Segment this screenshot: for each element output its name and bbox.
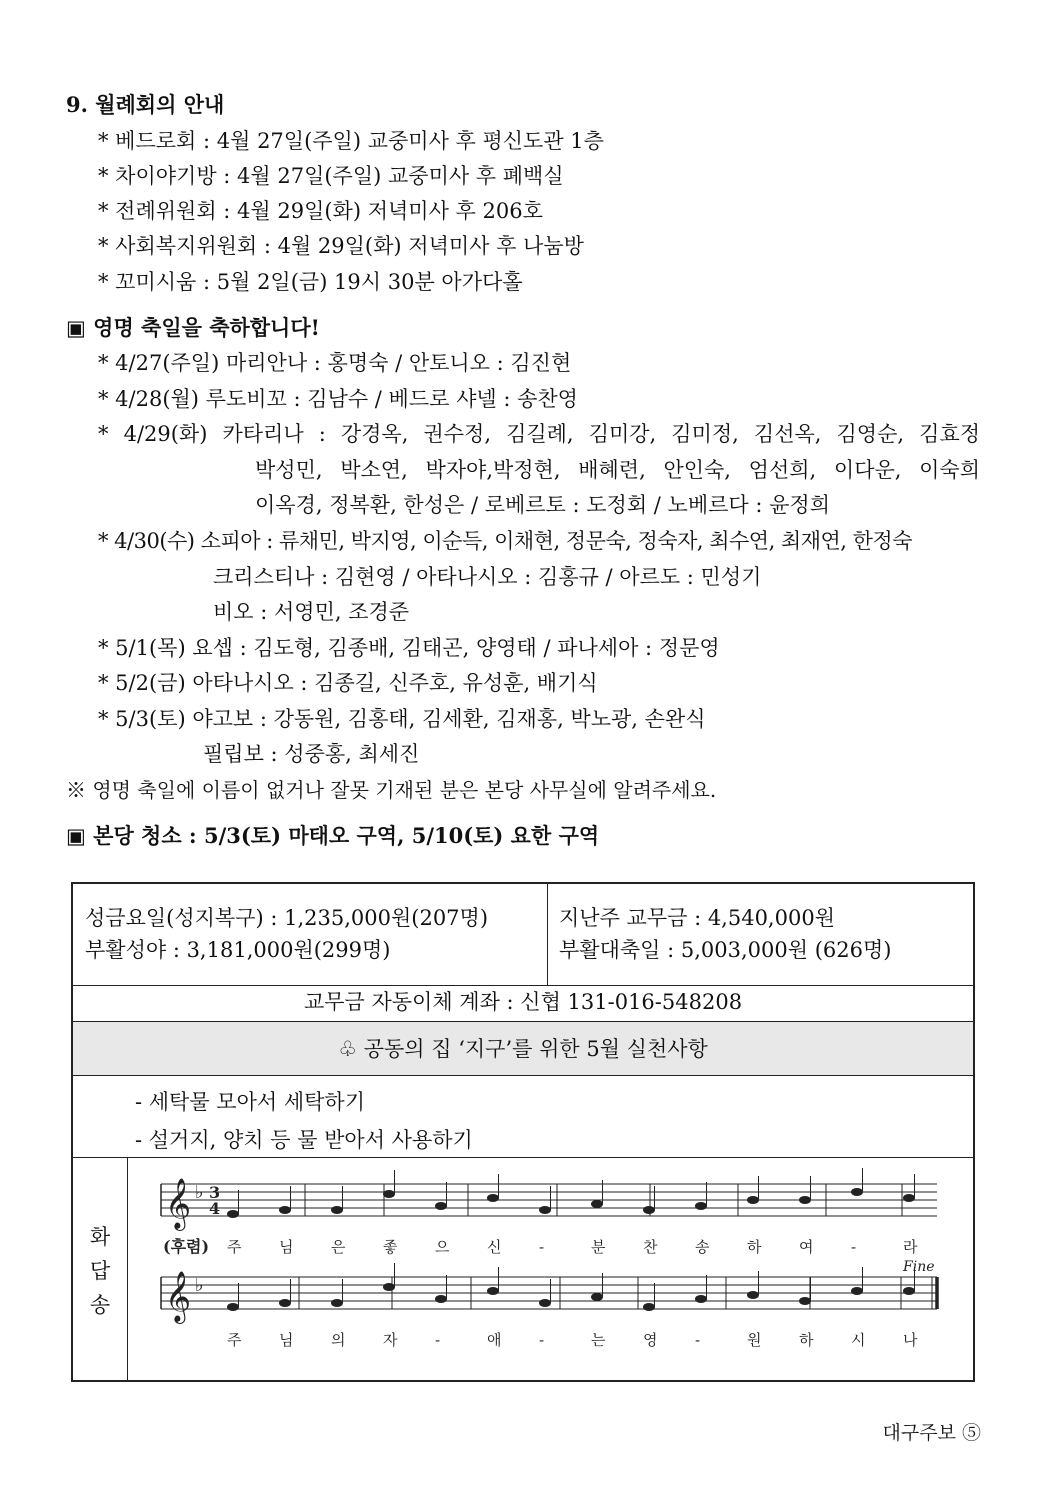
lyric-syllable: 의 — [331, 1331, 346, 1349]
collection-good-friday: 성금요일(성지복구) : 1,235,000원(207명) — [85, 906, 489, 930]
note-head — [487, 1287, 499, 1295]
note-head — [695, 1202, 707, 1210]
note-head — [903, 1287, 915, 1295]
note-head — [747, 1291, 759, 1299]
feast-line: 필립보 : 성중홍, 최세진 — [203, 742, 420, 766]
page-footer: 대구주보 ⑤ — [882, 1422, 981, 1444]
lyric-syllable: 주 — [227, 1331, 242, 1349]
note-head — [227, 1210, 239, 1218]
feast-line: 크리스티나 : 김현영 / 아타나시오 : 김홍규 / 아르도 : 민성기 — [213, 565, 762, 589]
note-head — [851, 1188, 863, 1196]
feast-note: ※ 영명 축일에 이름이 없거나 잘못 기재된 분은 본당 사무실에 알려주세요. — [66, 778, 717, 802]
feast-line: * 5/3(토) 야고보 : 강동원, 김홍태, 김세환, 김재홍, 박노광, 손완식 — [98, 707, 706, 731]
note-head — [695, 1295, 707, 1303]
meetings-title: 9. 월례회의 안내 — [66, 92, 225, 117]
note-head — [383, 1283, 395, 1291]
feast-line: * 4/30(수) 소피아 : 류채민, 박지영, 이순득, 이채현, 정문숙, 정숙자, 최수연, 최재연, 한정숙 — [98, 529, 912, 553]
note-head — [539, 1206, 551, 1214]
collection-easter-sunday: 부활대축일 : 5,003,000원 (626명) — [559, 938, 892, 962]
feast-line: 박성민, 박소연, 박자야,박정현, 배혜련, 안인숙, 엄선희, 이다운, 이숙희 — [255, 458, 980, 482]
note-head — [279, 1206, 291, 1214]
feast-line: * 4/27(주일) 마리안나 : 홍명숙 / 안토니오 : 김진현 — [98, 351, 572, 375]
lyric-syllable: 영 — [643, 1331, 658, 1349]
lyric-syllable: 분 — [591, 1238, 606, 1256]
lyric-syllable: 좋 — [383, 1238, 398, 1256]
lyric-syllable: 는 — [591, 1331, 606, 1349]
last-week-dues: 지난주 교무금 : 4,540,000원 — [559, 906, 835, 930]
lyric-syllable: 찬 — [643, 1238, 658, 1256]
key-flat: ♭ — [195, 1182, 204, 1203]
divider — [127, 1157, 128, 1382]
info-table — [71, 882, 975, 1382]
note-head — [279, 1299, 291, 1307]
note-head — [383, 1190, 395, 1198]
lyric-syllable: - — [435, 1331, 441, 1349]
lyric-syllable: 으 — [435, 1238, 450, 1256]
lyric-syllable: - — [851, 1238, 857, 1256]
lyric-syllable: 원 — [747, 1331, 762, 1349]
lyric-syllable: 님 — [279, 1238, 294, 1256]
lyric-syllable: 하 — [799, 1331, 814, 1349]
psalm-label: 화 답 송 — [89, 1225, 111, 1317]
practice-title: ♧ 공동의 집 ‘지구’를 위한 5월 실천사항 — [338, 1037, 708, 1061]
time-signature-bottom: 4 — [209, 1199, 221, 1218]
lyric-syllable: - — [695, 1331, 701, 1349]
feast-line: * 5/1(목) 요셉 : 김도형, 김종배, 김태곤, 양영태 / 파나세아 : 정문영 — [98, 636, 720, 660]
lyric-syllable: 라 — [903, 1238, 918, 1256]
feast-line: * 4/28(월) 루도비꼬 : 김남수 / 베드로 샤넬 : 송찬영 — [98, 387, 578, 411]
note-head — [331, 1299, 343, 1307]
lyric-syllable: 애 — [487, 1331, 502, 1349]
feast-title: ▣ 영명 축일을 축하합니다! — [66, 315, 320, 340]
divider — [73, 1075, 973, 1076]
note-head — [643, 1206, 655, 1214]
meeting-item: * 베드로회 : 4월 27일(주일) 교중미사 후 평신도관 1층 — [98, 129, 604, 153]
note-head — [747, 1196, 759, 1204]
auto-transfer-account: 교무금 자동이체 계좌 : 신협 131-016-548208 — [303, 990, 743, 1014]
lyric-syllable: 님 — [279, 1331, 294, 1349]
note-head — [435, 1202, 447, 1210]
note-head — [851, 1287, 863, 1295]
lyric-syllable: 주 — [227, 1238, 242, 1256]
divider — [547, 884, 548, 985]
divider — [73, 1157, 973, 1158]
lyric-syllable: 자 — [383, 1331, 398, 1349]
responsorial-psalm-score — [129, 1159, 975, 1381]
note-head — [591, 1293, 603, 1301]
note-head — [643, 1303, 655, 1311]
note-head — [227, 1303, 239, 1311]
meeting-item: * 꼬미시움 : 5월 2일(금) 19시 30분 아가다홀 — [98, 270, 523, 294]
note-head — [799, 1297, 811, 1305]
meeting-item: * 차이야기방 : 4월 27일(주일) 교중미사 후 폐백실 — [98, 164, 564, 188]
treble-clef: 𝄞 — [165, 1178, 192, 1229]
refrain-label: (후렴) — [163, 1237, 210, 1256]
fine-marking: Fine — [903, 1259, 935, 1275]
meeting-item: * 전례위원회 : 4월 29일(화) 저녁미사 후 206호 — [98, 199, 543, 223]
practice-item: - 세탁물 모아서 세탁하기 — [135, 1090, 365, 1114]
feast-line: * 4/29(화) 카타리나 : 강경옥, 권수정, 김길례, 김미강, 김미정, 김선옥, 김영순, 김효정 — [98, 422, 980, 446]
lyric-syllable: 여 — [799, 1238, 814, 1256]
collection-easter-vigil: 부활성야 : 3,181,000원(299명) — [85, 938, 391, 962]
lyric-syllable: 시 — [851, 1331, 866, 1349]
feast-line: * 5/2(금) 아타나시오 : 김종길, 신주호, 유성훈, 배기식 — [98, 671, 598, 695]
key-flat: ♭ — [195, 1275, 204, 1296]
treble-clef: 𝄞 — [165, 1271, 192, 1322]
lyric-syllable: 나 — [903, 1331, 918, 1349]
note-head — [331, 1206, 343, 1214]
lyric-syllable: 하 — [747, 1238, 762, 1256]
note-head — [591, 1200, 603, 1208]
note-head — [799, 1196, 811, 1204]
cleaning-notice: ▣ 본당 청소 : 5/3(토) 마태오 구역, 5/10(토) 요한 구역 — [66, 823, 600, 848]
note-head — [539, 1299, 551, 1307]
meeting-item: * 사회복지위원회 : 4월 29일(화) 저녁미사 후 나눔방 — [98, 234, 584, 258]
lyric-syllable: 송 — [695, 1238, 710, 1256]
note-head — [903, 1194, 915, 1202]
lyric-syllable: 신 — [487, 1238, 502, 1256]
lyric-syllable: 은 — [331, 1238, 346, 1256]
time-signature-top: 3 — [209, 1183, 221, 1202]
lyric-syllable: - — [539, 1331, 545, 1349]
practice-item: - 설거지, 양치 등 물 받아서 사용하기 — [135, 1128, 473, 1152]
feast-line: 비오 : 서영민, 조경준 — [213, 600, 410, 624]
lyric-syllable: - — [539, 1238, 545, 1256]
feast-line: 이옥경, 정복환, 한성은 / 로베르토 : 도정회 / 노베르다 : 윤정희 — [255, 493, 830, 517]
note-head — [435, 1295, 447, 1303]
note-head — [487, 1194, 499, 1202]
